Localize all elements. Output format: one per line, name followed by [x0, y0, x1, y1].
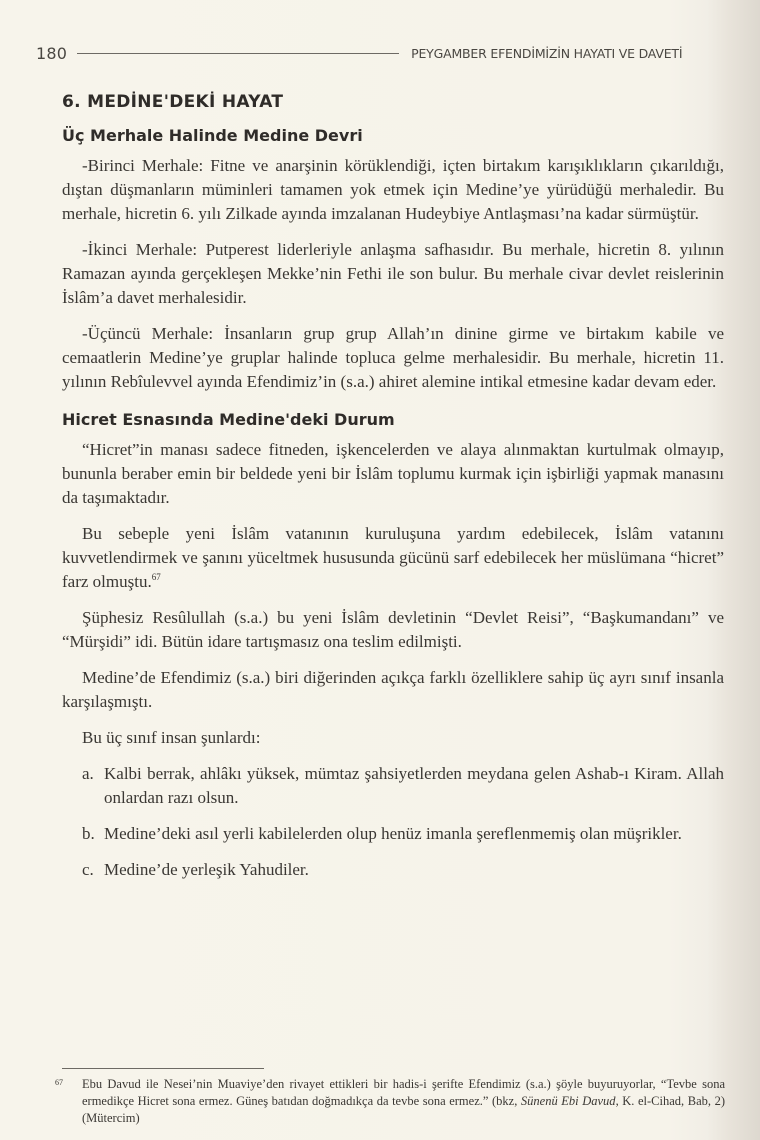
chapter-title: 6. MEDİNE'DEKİ HAYAT: [62, 92, 284, 112]
paragraph: -Üçüncü Merhale: İnsanların grup grup Allah’ın dinine girme ve birtakım kabile ve cemaatlerin Medine’ye gruplar halinde topluca gelme merhalesidir. Bu merhale, hicretin 11. yılının Rebîulevvel ayında Efendimiz’in (s.a.) ahiret alemine intikal etmesine kadar devam eder.: [62, 324, 724, 391]
list-marker: b.: [82, 824, 95, 843]
running-head: [36, 42, 726, 64]
footnote: [55, 1076, 725, 1127]
footnote-text-before: Ebu Davud ile Nesei’nin Muaviye’den rivayet ettikleri bir hadis-i şerifte Efendimiz (s.a.) şöyle buyuruyorlar, “Tevbe sona ermedikçe Hicret sona ermez. Güneş batıdan doğmadıkça da tevbe sona ermez.” (bkz,: [82, 1077, 725, 1108]
paragraph: “Hicret”in manası sadece fitneden, işkencelerden ve alaya alınmaktan kurtulmak olmayıp, bununla beraber emin bir beldede yeni bir İslâm toplumu kurmak için işbirliği yapmak manasını da taşımaktadır.: [62, 440, 724, 507]
paragraph: Bu üç sınıf insan şunlardı:: [82, 728, 261, 747]
page-number: 180: [36, 43, 68, 63]
paragraph: Medine’de Efendimiz (s.a.) biri diğerinden açıkça farklı özelliklere sahip üç ayrı sınıf insanla karşılaşmıştı.: [62, 668, 724, 711]
footnote-text-after: , K. el-Cihad, Bab, 2) (Mütercim): [82, 1094, 725, 1125]
header-rule: [77, 53, 399, 54]
book-title: PEYGAMBER EFENDİMİZİN HAYATI VE DAVETİ: [411, 45, 683, 61]
footnote-text: [82, 1076, 725, 1127]
footnote-reference[interactable]: 67: [151, 572, 161, 582]
footnote-source-title: Sünenü Ebi Davud: [520, 1094, 616, 1108]
paragraph-text: Bu sebeple yeni İslâm vatanının kuruluşuna yardım edebilecek, İslâm vatanını kuvvetlendirmek ve şanını yüceltmek hususunda gücünü sarf edebilecek her müslümana “hicret” farz olmuştu.: [62, 524, 724, 591]
list-text: Medine’de yerleşik Yahudiler.: [104, 860, 309, 879]
paragraph: Şüphesiz Resûlullah (s.a.) bu yeni İslâm devletinin “Devlet Reisi”, “Başkumandanı” ve “Mürşidi” idi. Bütün idare tartışmasız ona teslim edilmişti.: [62, 608, 724, 651]
list-text: Kalbi berrak, ahlâkı yüksek, mümtaz şahsiyetlerden meydana gelen Ashab-ı Kiram. Allah onlardan razı olsun.: [104, 764, 724, 807]
section-title: Hicret Esnasında Medine'deki Durum: [62, 410, 395, 429]
list-item: [82, 822, 724, 846]
list-item: [82, 858, 724, 882]
list-item: [82, 762, 724, 810]
paragraph: -İkinci Merhale: Putperest liderleriyle anlaşma safhasıdır. Bu merhale, hicretin 8. yılının Ramazan ayında gerçekleşen Mekke’nin Fethi ile son bulur. Bu merhale civar devlet reislerinin İslâm’a davet merhalesidir.: [62, 240, 724, 307]
page-body: [62, 88, 724, 894]
list-text: Medine’deki asıl yerli kabilelerden olup henüz imanla şereflenmemiş olan müşrikler.: [104, 824, 682, 843]
ordered-list: [82, 762, 724, 882]
footnote-rule: [62, 1068, 264, 1069]
paragraph: [62, 522, 724, 594]
list-marker: a.: [82, 764, 94, 783]
list-marker: c.: [82, 860, 94, 879]
footnote-number: 67: [55, 1078, 63, 1087]
paragraph: -Birinci Merhale: Fitne ve anarşinin körüklendiği, içten birtakım karışıklıkların çıkarıldığı, dıştan düşmanların müminleri tamamen yok etmek için Medine’ye yürüdüğü merhaledir. Bu merhale, hicretin 6. yılı Zilkade ayında imzalanan Hudeybiye Antlaşması’na kadar sürmüştür.: [62, 156, 724, 223]
section-title: Üç Merhale Halinde Medine Devri: [62, 126, 363, 145]
